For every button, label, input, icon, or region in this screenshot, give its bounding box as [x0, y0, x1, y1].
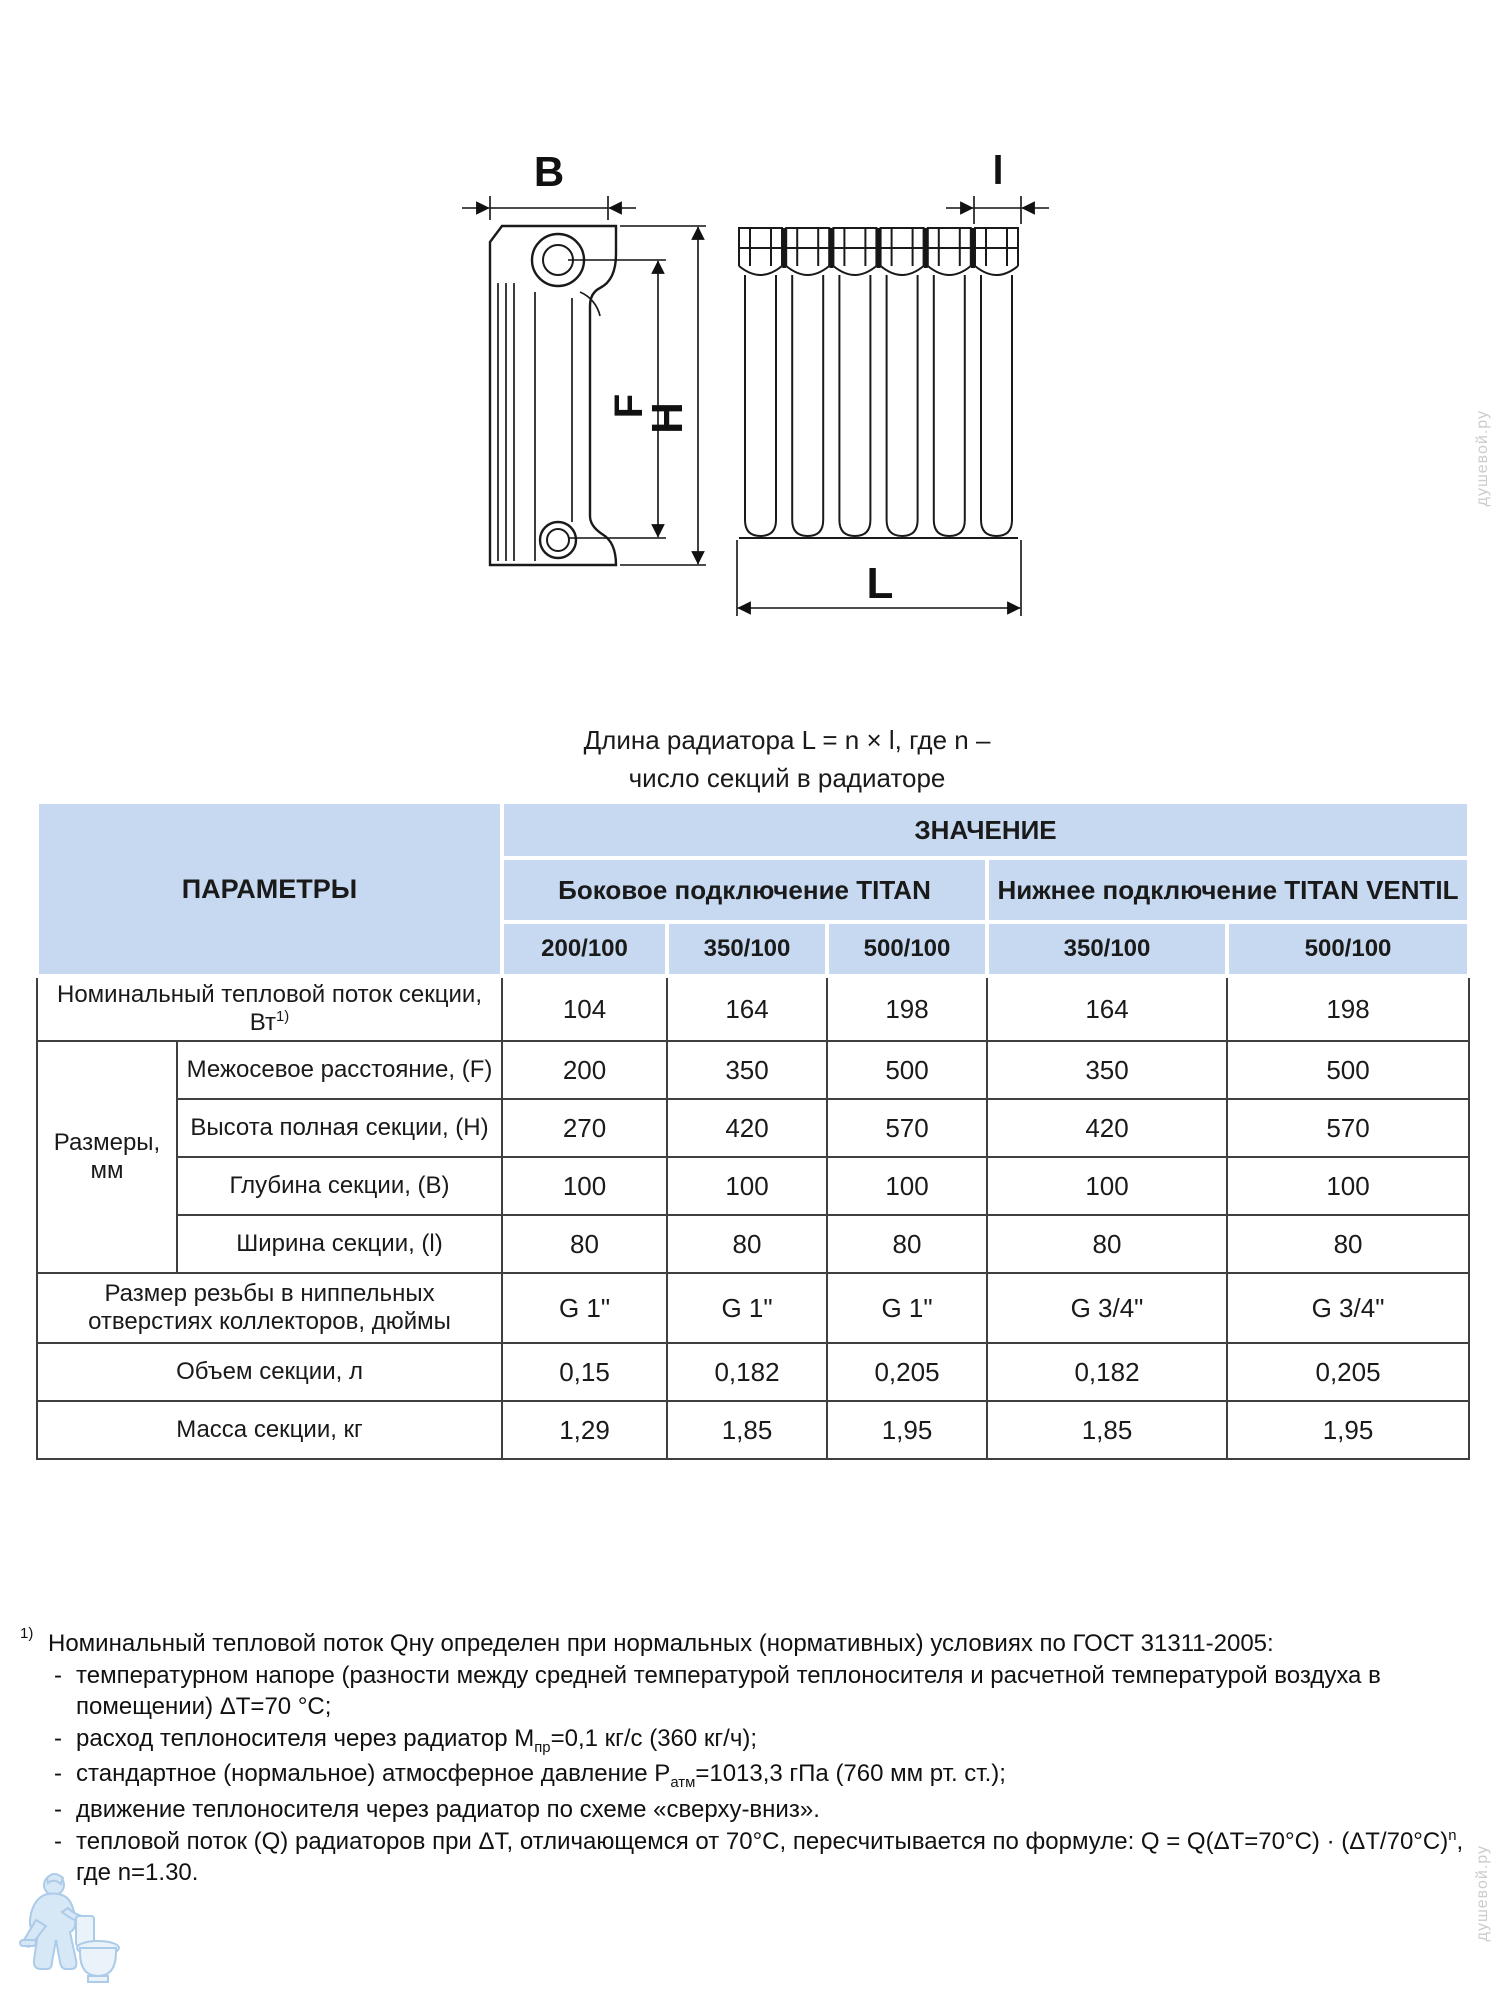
value-cell: G 3/4": [987, 1273, 1227, 1343]
table-row: [37, 802, 1469, 858]
param-label: Глубина секции, (В): [177, 1157, 502, 1215]
footnote-dash: -: [54, 1661, 62, 1689]
value-cell: 198: [827, 976, 987, 1041]
param-label: Объем секции, л: [37, 1343, 502, 1401]
value-cell: 0,205: [1227, 1343, 1469, 1401]
footnote-dash: -: [54, 1795, 62, 1823]
dimensions-group-label: Размеры, мм: [37, 1041, 177, 1273]
table-row-section-mass: [37, 1401, 1469, 1459]
params-header-cell: ПАРАМЕТРЫ: [37, 802, 502, 976]
value-cell: 500: [1227, 1041, 1469, 1099]
value-cell: 420: [987, 1099, 1227, 1157]
value-cell: 100: [1227, 1157, 1469, 1215]
footnote-item-text: расход теплоносителя через радиатор $М_{пр}=0,1$ кг/с (360 кг/ч);: [76, 1725, 758, 1756]
footnotes-block: [20, 1625, 1490, 1889]
table-row-heat-flow: [37, 976, 1469, 1041]
diagram-caption: [487, 722, 1087, 797]
value-cell: 350: [987, 1041, 1227, 1099]
value-cell: 0,182: [987, 1343, 1227, 1401]
footnote-item-text: стандартное (нормальное) атмосферное давление $Р_{атм}=1013,3$ гПа (760 мм рт. ст.);: [76, 1760, 1006, 1792]
value-cell: 1,95: [827, 1401, 987, 1459]
value-cell: 200: [502, 1041, 667, 1099]
group-header-side-connection: Боковое подключение TITAN: [502, 858, 987, 922]
value-cell: 570: [827, 1099, 987, 1157]
param-label: Размер резьбы в ниппельных отверстиях коллекторов, дюймы: [37, 1273, 502, 1343]
value-cell: 80: [987, 1215, 1227, 1273]
dimension-label-f: F: [607, 393, 651, 419]
dimension-label-h: H: [643, 402, 692, 434]
value-cell: 164: [667, 976, 827, 1041]
value-cell: 1,29: [502, 1401, 667, 1459]
value-cell: 350: [667, 1041, 827, 1099]
value-cell: 104: [502, 976, 667, 1041]
footnote-dash: -: [54, 1827, 62, 1855]
param-label-text: Номинальный тепловой поток секции, Вт: [57, 981, 482, 1036]
table-row-section-volume: [37, 1343, 1469, 1401]
param-label: Межосевое расстояние, (F): [177, 1041, 502, 1099]
table-row-axle-distance: [37, 1041, 1469, 1099]
spec-table: [35, 800, 1471, 1460]
table-row-full-height: [37, 1099, 1469, 1157]
value-cell: 100: [987, 1157, 1227, 1215]
size-header: 500/100: [827, 922, 987, 976]
footnote-dash: -: [54, 1760, 62, 1788]
size-header: 200/100: [502, 922, 667, 976]
footnote-item-text: движение теплоносителя через радиатор по схеме «сверху-вниз».: [76, 1795, 820, 1823]
side-view: [490, 226, 616, 565]
plumber-watermark-logo: [14, 1868, 126, 1990]
value-cell: 570: [1227, 1099, 1469, 1157]
table-row-depth: [37, 1157, 1469, 1215]
value-cell: G 3/4": [1227, 1273, 1469, 1343]
value-cell: G 1": [827, 1273, 987, 1343]
value-cell: 1,95: [1227, 1401, 1469, 1459]
value-cell: 270: [502, 1099, 667, 1157]
value-cell: 100: [827, 1157, 987, 1215]
value-cell: G 1": [502, 1273, 667, 1343]
footnote-item: [20, 1723, 1490, 1758]
group-header-bottom-connection: Нижнее подключение TITAN VENTIL: [987, 858, 1469, 922]
value-cell: 500: [827, 1041, 987, 1099]
value-cell: 164: [987, 976, 1227, 1041]
value-cell: 0,182: [667, 1343, 827, 1401]
value-cell: 80: [827, 1215, 987, 1273]
site-watermark-text: душевой.ру: [1474, 410, 1491, 507]
footnote-item: [20, 1660, 1490, 1723]
param-label: Высота полная секции, (Н): [177, 1099, 502, 1157]
dimension-b: [462, 196, 636, 220]
dimension-label-l-total: L: [866, 559, 894, 608]
value-header-cell: ЗНАЧЕНИЕ: [502, 802, 1469, 858]
size-header: 350/100: [987, 922, 1227, 976]
value-cell: G 1": [667, 1273, 827, 1343]
front-view: [739, 228, 1018, 538]
dimension-l-small: [946, 196, 1049, 224]
value-cell: 0,15: [502, 1343, 667, 1401]
value-cell: 100: [502, 1157, 667, 1215]
caption-line-2: число секций в радиаторе: [628, 762, 946, 793]
table-row-thread-size: [37, 1273, 1469, 1343]
dimension-label-b: B: [533, 148, 565, 195]
footnote-dash: -: [54, 1725, 62, 1753]
footnote-item: [20, 1826, 1490, 1889]
footnote-intro-text: Номинальный тепловой поток Qну определен при нормальных (нормативных) условиях по ГОСТ 31311-2005:: [48, 1630, 1274, 1657]
footnote-item-text: тепловой поток (Q) радиаторов при ΔТ, отличающемся от 70°С, пересчитывается по формуле: $Q = Q(\Delta Т=70^\circ С) \cdot (\Delta Т/70^\circ С)^n$, где n=1.30.: [76, 1827, 1464, 1887]
value-cell: 0,205: [827, 1343, 987, 1401]
value-cell: 100: [667, 1157, 827, 1215]
caption-line-1: Длина радиатора L = n × l, где n –: [583, 725, 991, 755]
value-cell: 80: [667, 1215, 827, 1273]
value-cell: 1,85: [667, 1401, 827, 1459]
radiator-dimensions-diagram: [440, 120, 1060, 640]
param-label: Масса секции, кг: [37, 1401, 502, 1459]
value-cell: 80: [1227, 1215, 1469, 1273]
dimension-label-l-small: l: [992, 149, 1004, 193]
table-row-width: [37, 1215, 1469, 1273]
size-header: 350/100: [667, 922, 827, 976]
value-cell: 1,85: [987, 1401, 1227, 1459]
footnote-intro: [20, 1625, 1490, 1660]
footnote-item: [20, 1758, 1490, 1793]
value-cell: 420: [667, 1099, 827, 1157]
footnote-marker: 1): [20, 1625, 34, 1642]
value-cell: 80: [502, 1215, 667, 1273]
param-label: [37, 976, 502, 1041]
size-header: 500/100: [1227, 922, 1469, 976]
site-watermark-text: душевой.ру: [1474, 1845, 1491, 1942]
footnote-ref: 1): [275, 1009, 290, 1025]
param-label: Ширина секции, (l): [177, 1215, 502, 1273]
footnote-item-text: температурном напоре (разности между средней температурой теплоносителя и расчетной температурой воздуха в помещении) ΔТ=70 °С;: [76, 1661, 1381, 1721]
footnote-item: [20, 1794, 1490, 1826]
value-cell: 198: [1227, 976, 1469, 1041]
